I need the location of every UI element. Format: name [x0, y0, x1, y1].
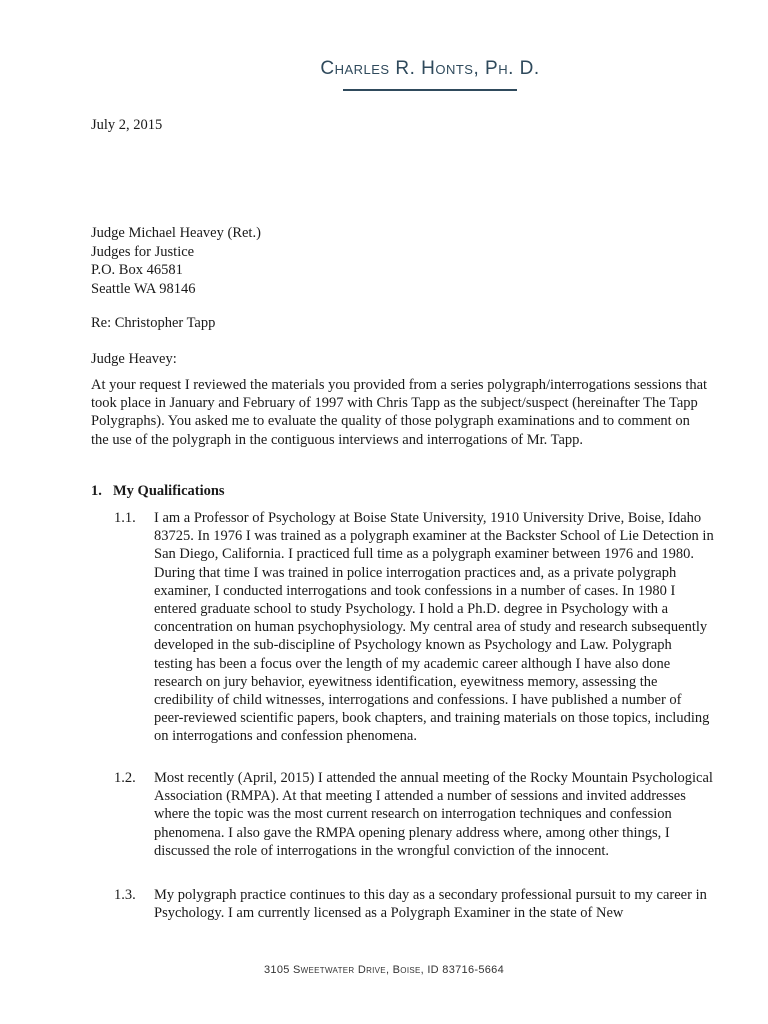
footer-address: 3105 Sweetwater Drive, Boise, ID 83716-5664 [264, 964, 504, 976]
section-title: My Qualifications [113, 483, 225, 499]
paragraph-number: 1.1. [114, 510, 136, 526]
letter-date: July 2, 2015 [91, 117, 163, 133]
recipient-line: Seattle WA 98146 [91, 280, 196, 297]
recipient-line: Judge Michael Heavey (Ret.) [91, 225, 261, 241]
intro-paragraph: At your request I reviewed the materials you provided from a series polygraph/interrogations sessions that took place in January and February of 1997 with Chris Tapp as the subject/suspect (hereinafter The Tapp Polygraphs). You asked me to evaluate the quality of those polygraph examinations and to comment on the use of the polygraph in the contiguous interviews and interrogations of Mr. Tapp. [91, 377, 708, 448]
numbered-paragraph [114, 769, 714, 860]
letterhead-name: Charles R. Honts, Ph. D. [320, 58, 540, 79]
salutation: Judge Heavey: [91, 351, 177, 367]
paragraph-number: 1.2. [114, 770, 136, 786]
numbered-paragraph [114, 886, 714, 922]
section-heading [91, 482, 225, 500]
paragraph-text: I am a Professor of Psychology at Boise State University, 1910 University Drive, Boise, Idaho 83725. In 1976 I was trained as a polygraph examiner at the Backster School of Lie Detection in San Diego, California. I practiced full time as a polygraph examiner between 1976 and 1980. During that time I was trained in police interrogation practices and, as a private polygraph examiner, I conducted interrogations and took confessions in a number of cases. In 1980 I entered graduate school to study Psychology. I hold a Ph.D. degree in Psychology with a concentration on human psychophysiology. My central area of study and research subsequently developed in the sub-discipline of Psychology known as Psychology and Law. Polygraph testing has been a focus over the length of my academic career although I have also done research on jury behavior, eyewitness identification, eyewitness memory, assessing the credibility of child witnesses, interrogations and confessions. I have published a number of peer-reviewed scientific papers, book chapters, and training materials on those topics, including on interrogations and confession phenomena. [154, 510, 714, 745]
re-line: Re: Christopher Tapp [91, 315, 216, 331]
letterhead-rule [343, 89, 517, 91]
paragraph-text: My polygraph practice continues to this day as a secondary professional pursuit to my career in Psychology. I am currently licensed as a Polygraph Examiner in the state of New [154, 887, 707, 922]
section-number: 1. [91, 483, 102, 499]
paragraph-text: Most recently (April, 2015) I attended the annual meeting of the Rocky Mountain Psychological Association (RMPA). At that meeting I attended a number of sessions and invited addresses where the topic was the most current research on interrogation techniques and confession phenomena. I also gave the RMPA opening plenary address where, among other things, I discussed the role of interrogations in the wrongful conviction of the innocent. [154, 770, 713, 859]
recipient-address [91, 224, 261, 298]
numbered-paragraph [114, 509, 714, 746]
recipient-line: P.O. Box 46581 [91, 262, 183, 278]
paragraph-number: 1.3. [114, 887, 136, 903]
recipient-line: Judges for Justice [91, 243, 195, 260]
